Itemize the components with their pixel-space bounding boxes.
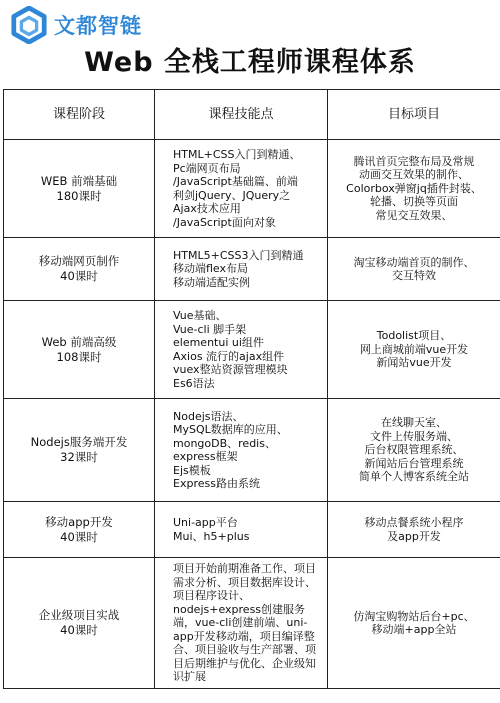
table-row: [4, 301, 500, 399]
skills-line: HTML+CSS入门到精通、: [173, 148, 301, 161]
table-row: [4, 140, 500, 238]
skills-line: Pc端网页布局: [173, 161, 241, 175]
logo-text: 文都智链: [54, 14, 142, 38]
skills-cell: [155, 238, 328, 301]
hexagon-cube-logo-icon: [10, 6, 48, 44]
stage-cell: [4, 399, 155, 502]
table-row: [4, 558, 500, 689]
skills-line: Vue基础、: [173, 309, 227, 322]
skills-line: 合、项目验收与生产部署、项: [173, 643, 316, 657]
project-line: 及app开发: [387, 529, 441, 543]
skills-cell: [155, 140, 328, 238]
project-cell: [328, 140, 500, 238]
skills-line: /JavaScript基础篇、前端: [173, 175, 298, 188]
stage-line: 32课时: [60, 450, 98, 464]
skills-line: Ejs模板: [173, 463, 211, 477]
project-line: 新闻站vue开发: [376, 356, 452, 370]
skills-line: 目后期维护与优化、企业级知: [173, 656, 316, 670]
project-cell: [328, 502, 500, 558]
skills-line: Es6语法: [173, 376, 215, 390]
skills-line: Express路由系统: [173, 477, 260, 490]
skills-line: 移动端适配实例: [173, 275, 250, 289]
stage-line: Nodejs服务端开发: [30, 435, 128, 449]
stage-line: 40课时: [60, 529, 98, 544]
stage-line: 移动app开发: [45, 514, 113, 529]
stage-line: 40课时: [60, 269, 98, 283]
stage-cell: [4, 558, 155, 689]
skills-line: MySQL数据库的应用、: [173, 423, 288, 436]
table-row: [4, 502, 500, 558]
skills-line: app开发移动端，项目编译整: [173, 629, 315, 643]
project-line: 动画交互效果的制作、: [359, 168, 469, 182]
header-project: 目标项目: [328, 90, 500, 140]
project-line: 移动点餐系统小程序: [364, 516, 464, 529]
skills-cell: [155, 399, 328, 502]
skills-line: /JavaScript面向对象: [173, 215, 276, 229]
project-line: 仿淘宝购物站后台+pc、: [353, 609, 475, 623]
stage-line: 移动端网页制作: [38, 254, 120, 268]
skills-line: Mui、h5+plus: [173, 529, 250, 543]
project-cell: [328, 301, 500, 399]
stage-line: 40课时: [60, 623, 98, 637]
skills-line: 利剑jQuery、JQuery之: [173, 188, 291, 202]
project-line: 淘宝移动端首页的制作、: [353, 255, 475, 269]
table-row: [4, 399, 500, 502]
project-line: 轮播、切换等页面: [370, 195, 458, 209]
project-line: 移动端+app全站: [371, 623, 457, 636]
project-cell: [328, 399, 500, 502]
stage-line: Web 前端高级: [41, 334, 117, 349]
skills-line: Axios 流行的ajax组件: [173, 349, 285, 363]
project-cell: [328, 238, 500, 301]
stage-line: WEB 前端基础: [40, 173, 118, 188]
skills-line: 需求分析、项目数据库设计、: [173, 575, 316, 589]
stage-line: 企业级项目实战: [38, 608, 120, 622]
project-line: 文件上传服务端、: [370, 429, 458, 443]
project-line: 简单个人博客系统全站: [359, 470, 469, 484]
skills-line: elementui ui组件: [173, 336, 264, 349]
project-cell: [328, 558, 500, 689]
project-line: 交互特效: [392, 269, 436, 282]
project-line: 常见交互效果、: [375, 208, 453, 222]
skills-line: vuex整站资源管理模块: [173, 363, 288, 376]
brand-logo: [10, 6, 142, 44]
header-stage: 课程阶段: [4, 90, 155, 140]
skills-line: HTML5+CSS3入门到精通: [173, 248, 304, 262]
stage-line: 180课时: [56, 188, 102, 203]
page-title: Web 全栈工程师课程体系: [84, 47, 416, 78]
skills-line: Vue-cli 脚手架: [173, 322, 247, 336]
project-line: 网上商城前端vue开发: [359, 342, 469, 356]
skills-line: express框架: [173, 450, 238, 463]
skills-line: 移动端flex布局: [173, 262, 249, 276]
header-skills: 课程技能点: [155, 90, 328, 140]
skills-cell: [155, 558, 328, 689]
project-line: Todolist项目、: [376, 329, 452, 343]
skills-cell: [155, 502, 328, 558]
skills-line: 识扩展: [173, 670, 206, 684]
table-row: [4, 238, 500, 301]
project-line: 后台权限管理系统、: [364, 443, 464, 457]
skills-line: Uni-app平台: [173, 516, 238, 529]
skills-line: 项目开始前期准备工作、项目: [173, 562, 316, 576]
skills-line: Nodejs语法、: [173, 409, 244, 423]
skills-line: mongoDB、redis、: [173, 436, 276, 450]
stage-cell: [4, 140, 155, 238]
stage-cell: [4, 502, 155, 558]
table-header-row: [4, 90, 500, 140]
skills-line: 项目程序设计、: [173, 589, 250, 603]
stage-cell: [4, 238, 155, 301]
stage-cell: [4, 301, 155, 399]
skills-line: 端，vue-cli创建前端、uni-: [173, 616, 308, 630]
project-line: 在线聊天室、: [381, 416, 447, 430]
skills-line: Ajax技术应用: [173, 202, 241, 215]
project-line: 新闻站后台管理系统: [364, 456, 464, 470]
stage-line: 108课时: [56, 349, 102, 364]
course-table: [3, 89, 500, 689]
skills-cell: [155, 301, 328, 399]
project-line: 腾讯首页完整布局及常规: [353, 154, 475, 168]
project-line: Colorbox弹窗jq插件封装、: [346, 181, 482, 195]
skills-line: nodejs+express创建服务: [173, 602, 306, 616]
